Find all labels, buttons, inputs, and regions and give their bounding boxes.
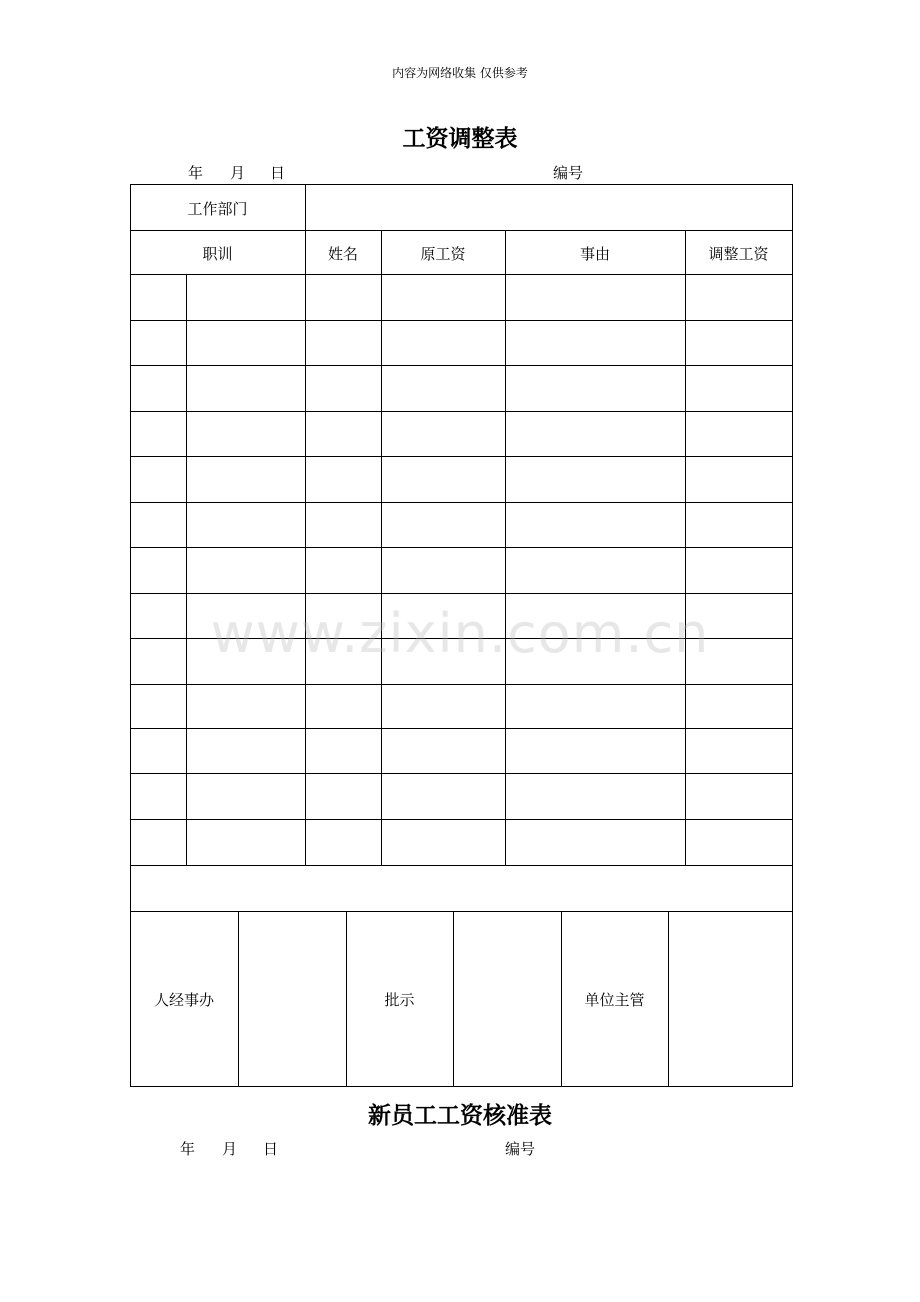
date-day-label: 日 [270, 164, 286, 182]
date-year-label: 年 [180, 1140, 196, 1158]
footer-label-approval: 批示 [384, 991, 415, 1009]
date-day-label: 日 [263, 1140, 279, 1158]
column-header-adjusted-salary: 调整工资 [708, 245, 769, 263]
table-outer-border [131, 185, 793, 1087]
header-note: 内容为网络收集 仅供参考 [392, 66, 528, 80]
footer-label-personnel: 人经事办 [153, 991, 214, 1009]
column-header-name: 姓名 [327, 245, 358, 263]
date-year-label: 年 [188, 164, 204, 182]
footer-label-unit-head: 单位主管 [584, 991, 645, 1009]
form-title-new-employee-salary: 新员工工资核准表 [368, 1102, 552, 1129]
column-header-original-salary: 原工资 [420, 245, 466, 263]
column-header-position: 职训 [202, 245, 233, 263]
watermark: www.zixin.com.cn [210, 602, 710, 665]
form-title-salary-adjustment: 工资调整表 [402, 125, 518, 152]
number-label: 编号 [553, 164, 584, 182]
number-label: 编号 [505, 1140, 536, 1158]
department-label: 工作部门 [187, 200, 248, 218]
date-month-label: 月 [222, 1140, 238, 1158]
date-month-label: 月 [230, 164, 246, 182]
column-header-reason: 事由 [579, 245, 610, 263]
